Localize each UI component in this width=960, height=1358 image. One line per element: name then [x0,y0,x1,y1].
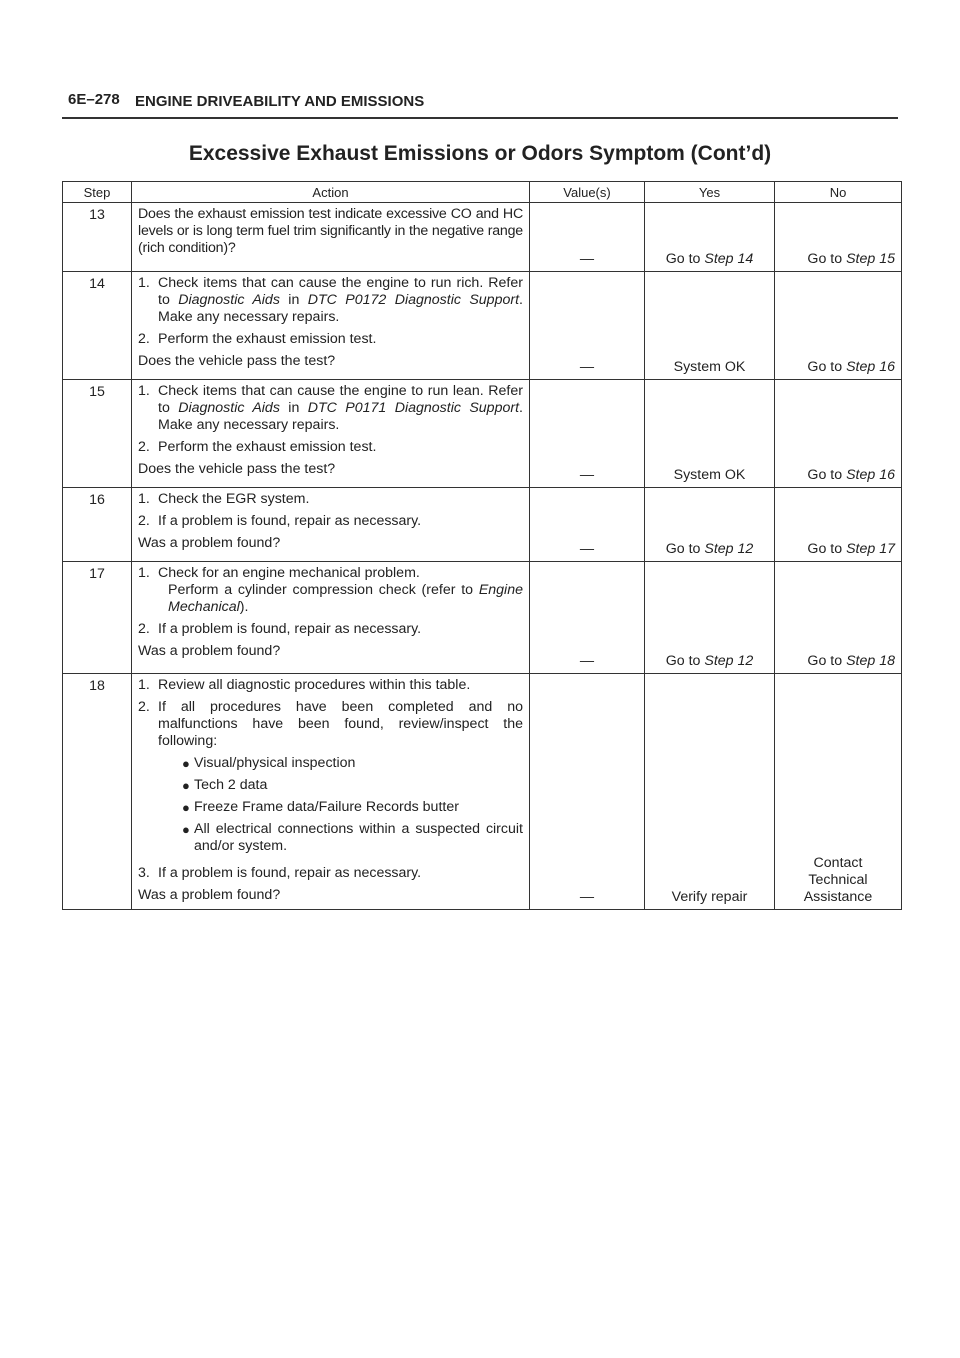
ref-diagnostic-aids: Diagnostic Aids [178,400,280,416]
yes-cell: Verify repair [645,674,775,910]
column-header-no: No [775,182,902,203]
bullet-item [182,777,523,794]
item-text: Perform the exhaust emission test. [158,439,377,455]
bullet-icon: ● [182,822,190,837]
item-text: If a problem is found, repair as necessary. [158,865,422,881]
step-number: 13 [63,203,132,272]
yes-cell [645,488,775,562]
no-prefix: Go to [807,653,847,669]
item-text: If a problem is found, repair as necessary. [158,513,422,529]
table-row [63,272,902,380]
item-text: Check items that can cause the engine to run rich. Refer to [158,275,523,308]
no-cell [775,203,902,272]
item-text: Perform the exhaust emission test. [158,331,377,347]
page-number: 6E–278 [68,91,120,108]
action-cell [132,272,530,380]
list-item: 2. If all procedures have been completed and no malfunctions have been found, review/inspect the following: ● Visual/physical inspection ● Tech 2 data ● Freeze Frame data/Failure Records butter ● All electrical connections within a suspected circuit and/or system. [138,699,523,854]
table-header-row [63,182,902,203]
no-prefix: Go to [807,467,847,483]
section-title: ENGINE DRIVEABILITY AND EMISSIONS [135,93,425,110]
step-number: 16 [63,488,132,562]
item-text: . Make any necessary repairs. [158,400,523,433]
bullet-item [182,799,523,816]
list-item: 1. Check the EGR system. [138,491,523,508]
no-cell [775,380,902,488]
list-item: 2. Perform the exhaust emission test. [138,439,523,456]
list-item: 1. Check for an engine mechanical problem. Perform a cylinder compression check (refer to Engine Mechanical). [138,565,523,615]
bullet-icon: ● [182,756,190,771]
item-text: Check for an engine mechanical problem. [158,565,420,581]
action-cell [132,203,530,272]
step-number: 17 [63,562,132,674]
item-subtext: Perform a cylinder compression check (refer to [168,582,479,598]
value-cell: — [530,562,645,674]
bullet-item [182,821,523,855]
list-item: 2. If a problem is found, repair as necessary. [138,621,523,638]
yes-cell: System OK [645,380,775,488]
header-rule [62,117,898,119]
item-text: Review all diagnostic procedures within this table. [158,677,471,693]
value-cell: — [530,488,645,562]
step-number: 14 [63,272,132,380]
value-cell: — [530,674,645,910]
value-cell: — [530,272,645,380]
yes-cell [645,203,775,272]
no-cell [775,272,902,380]
value-cell: — [530,380,645,488]
bullet-text: Visual/physical inspection [194,755,356,771]
yes-prefix: Go to [665,653,705,669]
action-cell [132,488,530,562]
list-item: 2. Perform the exhaust emission test. [138,331,523,348]
bullet-icon: ● [182,778,190,793]
action-cell [132,380,530,488]
yes-step-ref: Step 14 [704,251,754,267]
bullet-text: Tech 2 data [194,777,268,793]
yes-prefix: Go to [665,541,705,557]
list-item: 3. If a problem is found, repair as necessary. [138,865,523,882]
no-step-ref: Step 16 [846,359,895,375]
item-subtext: ). [239,599,249,615]
yes-step-ref: Step 12 [704,653,754,669]
document-title: Excessive Exhaust Emissions or Odors Symptom (Cont’d) [188,142,772,165]
question-text: Was a problem found? [138,535,281,551]
list-item: 1. Check items that can cause the engine to run rich. Refer to Diagnostic Aids in DTC P0172 Diagnostic Support. Make any necessary repairs. [138,275,523,325]
question-text: Was a problem found? [138,887,281,903]
table-row [63,674,902,910]
item-text: in [279,400,308,416]
ref-engine-mechanical: Engine Mechanical [168,582,523,615]
ref-diagnostic-aids: Diagnostic Aids [178,292,280,308]
no-cell [775,488,902,562]
no-cell: Contact Technical Assistance [775,674,902,910]
item-text: Check the EGR system. [158,491,310,507]
no-step-ref: Step 17 [846,541,895,557]
item-text: Check items that can cause the engine to run lean. Refer to [158,383,523,416]
bullet-item [182,755,523,772]
bullet-text: All electrical connections within a suspected circuit and/or system. [194,821,523,854]
question-text: Was a problem found? [138,643,281,659]
column-header-action: Action [132,182,530,203]
yes-cell [645,562,775,674]
column-header-values: Value(s) [530,182,645,203]
item-text: If a problem is found, repair as necessary. [158,621,422,637]
table-row [63,562,902,674]
no-step-ref: Step 15 [846,251,895,267]
column-header-yes: Yes [645,182,775,203]
question-text: Does the vehicle pass the test? [138,461,336,477]
no-prefix: Go to [807,251,847,267]
step-number: 15 [63,380,132,488]
yes-step-ref: Step 12 [704,541,754,557]
question-text: Does the exhaust emission test indicate excessive CO and HC levels or is long term fuel trim significantly in the negative range (rich condition)? [138,206,523,256]
list-item: 1. Check items that can cause the engine to run lean. Refer to Diagnostic Aids in DTC P0171 Diagnostic Support. Make any necessary repairs. [138,383,523,433]
item-text: in [279,292,308,308]
no-step-ref: Step 16 [846,467,895,483]
column-header-step: Step [63,182,132,203]
yes-cell: System OK [645,272,775,380]
table-row [63,380,902,488]
list-item: 2. If a problem is found, repair as necessary. [138,513,523,530]
yes-prefix: Go to [665,251,705,267]
bullet-text: Freeze Frame data/Failure Records butter [194,799,459,815]
action-cell [132,562,530,674]
action-cell [132,674,530,910]
no-prefix: Go to [807,359,847,375]
question-text: Does the vehicle pass the test? [138,353,336,369]
value-cell: — [530,203,645,272]
step-number: 18 [63,674,132,910]
no-step-ref: Step 18 [846,653,895,669]
no-prefix: Go to [807,541,847,557]
bullet-list [158,755,523,855]
table-row [63,203,902,272]
table-row [63,488,902,562]
item-text: . Make any necessary repairs. [158,292,523,325]
ref-dtc-support: DTC P0172 Diagnostic Support [307,292,520,308]
ref-dtc-support: DTC P0171 Diagnostic Support [307,400,520,416]
bullet-icon: ● [182,800,190,815]
no-cell [775,562,902,674]
item-text: If all procedures have been completed and no malfunctions have been found, review/inspect the following: [158,699,523,749]
list-item: 1. Review all diagnostic procedures within this table. [138,677,523,694]
diagnostic-table [62,181,902,910]
